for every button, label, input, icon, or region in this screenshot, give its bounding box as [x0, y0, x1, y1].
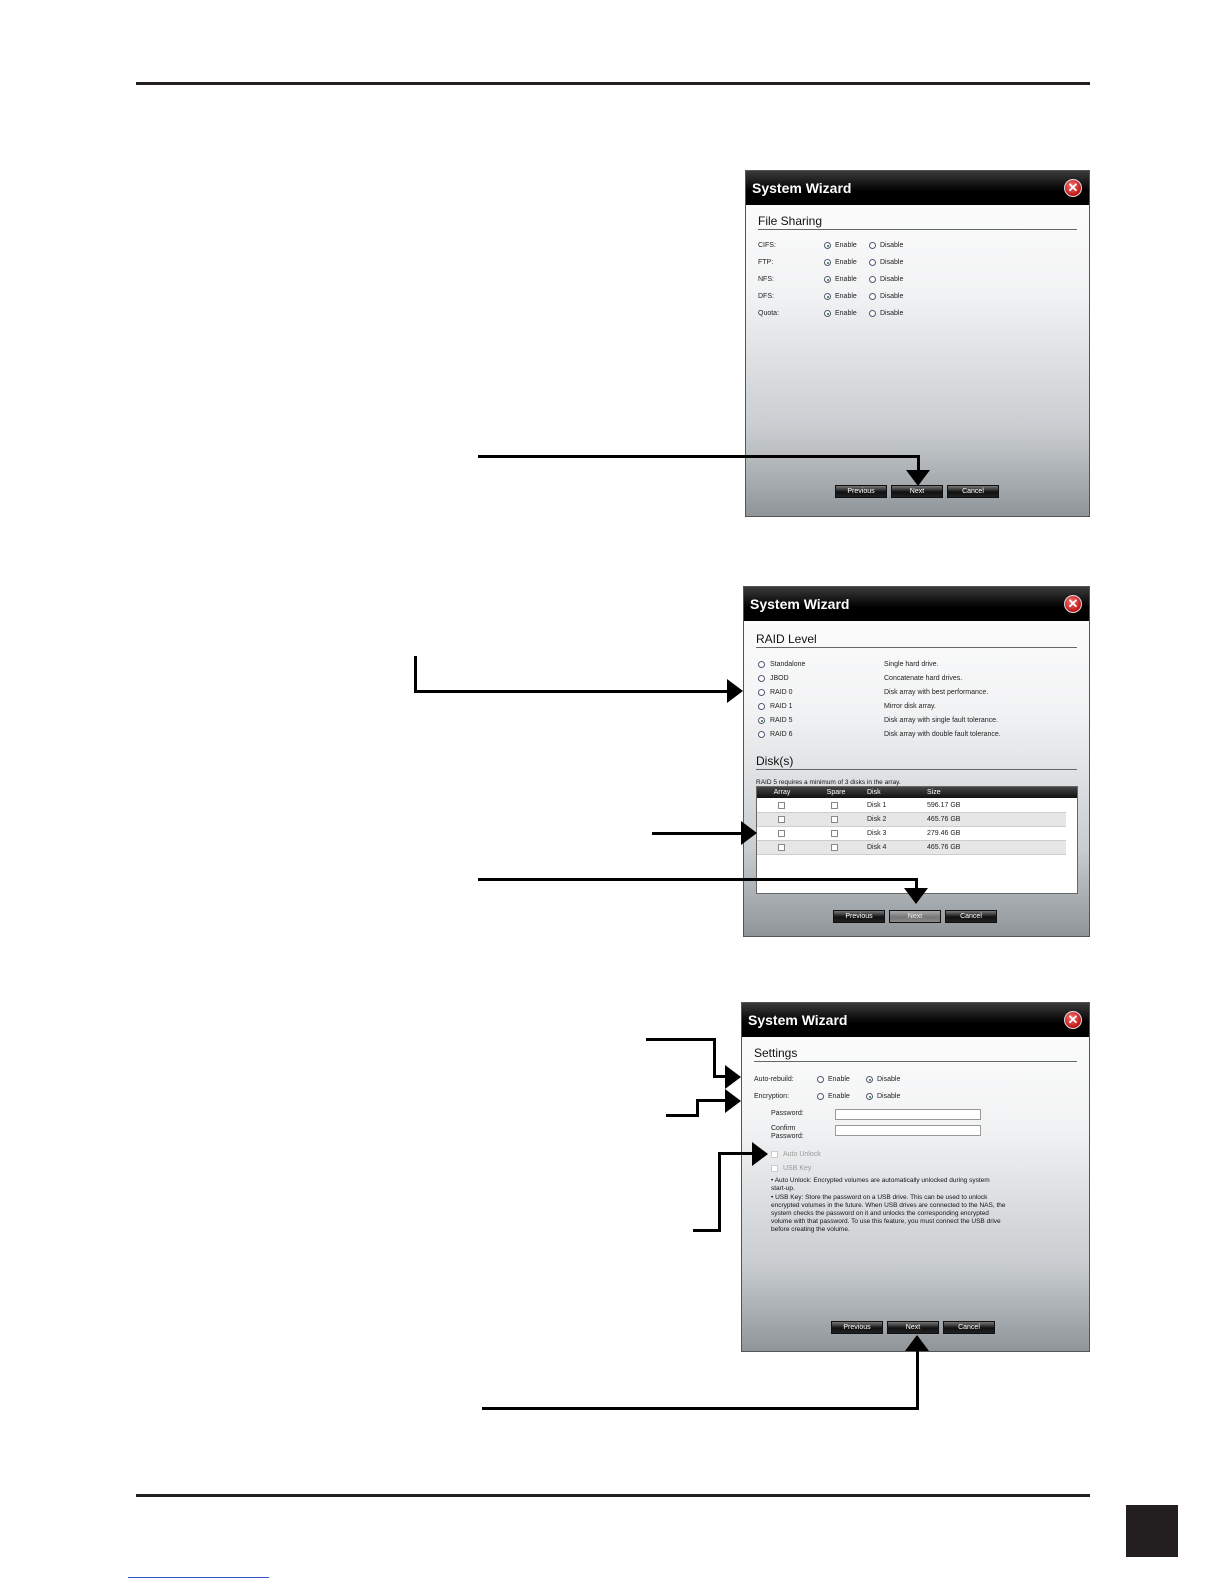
password-input[interactable]: [835, 1109, 981, 1120]
table-row: [757, 841, 1066, 855]
previous-button[interactable]: Previous: [835, 485, 887, 498]
cancel-button[interactable]: Cancel: [945, 910, 997, 923]
enable-label: Enable: [835, 293, 857, 300]
enable-label: Enable: [835, 310, 857, 317]
annotation-arrow: [646, 1038, 716, 1041]
auto-unlock-label: Auto Unlock: [783, 1151, 821, 1158]
auto-rebuild-label: Auto-rebuild:: [754, 1076, 794, 1083]
disk-size: 596.17 GB: [927, 802, 961, 809]
raid-desc: Mirror disk array.: [884, 703, 936, 710]
row-label: FTP:: [758, 259, 774, 266]
annotation-arrow: [696, 1099, 726, 1102]
raid-name: RAID 0: [770, 689, 793, 696]
arrow-head: [727, 679, 743, 703]
close-icon[interactable]: ✕: [1064, 1011, 1082, 1029]
annotation-arrow: [414, 690, 728, 693]
spare-checkbox[interactable]: [831, 830, 838, 837]
close-icon[interactable]: ✕: [1064, 595, 1082, 613]
disk-name: Disk 2: [867, 816, 887, 823]
raid-option[interactable]: [756, 702, 1076, 712]
disable-label: Disable: [880, 293, 904, 300]
raid-radio[interactable]: [758, 731, 765, 738]
section-title: File Sharing: [758, 214, 1077, 230]
raid-desc: Disk array with double fault tolerance.: [884, 731, 1001, 738]
row-label: CIFS:: [758, 242, 776, 249]
disk-size: 465.76 GB: [927, 844, 961, 851]
raid-name: RAID 6: [770, 731, 793, 738]
enable-label: Enable: [835, 276, 857, 283]
raid-radio[interactable]: [758, 703, 765, 710]
raid-option[interactable]: [756, 716, 1076, 726]
annotation-arrow: [666, 1114, 699, 1117]
confirm-label-2: Password:: [771, 1133, 804, 1140]
raid-desc: Concatenate hard drives.: [884, 675, 963, 682]
footer-link-underline: [128, 1577, 269, 1578]
disable-label: Disable: [877, 1093, 901, 1100]
raid-name: RAID 1: [770, 703, 793, 710]
usb-key-note: • USB Key: Store the password on a USB drive. This can be used to unlock encrypted volumes in the future. When USB drives are connected to the NAS, the system checks the password on it and unlocks the corresponding encrypted volume with that password. To use this feature, you must connect the USB drive before creating the volume.: [771, 1194, 1006, 1233]
annotation-arrow: [916, 1350, 919, 1410]
array-checkbox[interactable]: [778, 816, 785, 823]
col-spare[interactable]: Spare: [826, 789, 846, 796]
raid-radio[interactable]: [758, 689, 765, 696]
previous-button[interactable]: Previous: [831, 1321, 883, 1334]
disable-radio[interactable]: [869, 276, 876, 283]
next-button[interactable]: Next: [889, 910, 941, 923]
raid-desc: Single hard drive.: [884, 661, 939, 668]
table-row: [757, 799, 1066, 813]
table-row: [757, 813, 1066, 827]
raid-option[interactable]: [756, 730, 1076, 740]
enable-radio[interactable]: [824, 242, 831, 249]
enable-label: Enable: [828, 1076, 850, 1083]
enable-label: Enable: [828, 1093, 850, 1100]
disk-name: Disk 3: [867, 830, 887, 837]
annotation-arrow: [652, 832, 742, 835]
dialog-title: System Wizard: [742, 1003, 1089, 1037]
disable-radio[interactable]: [869, 310, 876, 317]
disable-label: Disable: [880, 276, 904, 283]
arrow-head: [741, 821, 757, 845]
enable-radio[interactable]: [824, 276, 831, 283]
previous-button[interactable]: Previous: [833, 910, 885, 923]
enable-radio[interactable]: [817, 1076, 824, 1083]
enable-label: Enable: [835, 242, 857, 249]
auto-unlock-checkbox[interactable]: [771, 1151, 778, 1158]
cancel-button[interactable]: Cancel: [947, 485, 999, 498]
enable-radio[interactable]: [824, 310, 831, 317]
disks-title: Disk(s): [756, 754, 1077, 770]
enable-radio[interactable]: [824, 259, 831, 266]
disk-size: 465.76 GB: [927, 816, 961, 823]
enable-label: Enable: [835, 259, 857, 266]
raid-desc: Disk array with best performance.: [884, 689, 989, 696]
password-label: Password:: [771, 1110, 804, 1117]
spare-checkbox[interactable]: [831, 816, 838, 823]
disable-label: Disable: [880, 242, 904, 249]
usb-key-checkbox[interactable]: [771, 1165, 778, 1172]
row-label: Quota:: [758, 310, 780, 317]
spare-checkbox[interactable]: [831, 844, 838, 851]
row-label: DFS:: [758, 293, 774, 300]
disable-label: Disable: [877, 1076, 901, 1083]
row-label: NFS:: [758, 276, 774, 283]
disk-size: 279.46 GB: [927, 830, 961, 837]
raid-radio[interactable]: [758, 661, 765, 668]
disk-name: Disk 1: [867, 802, 887, 809]
section-title: Settings: [754, 1046, 1077, 1062]
raid-option[interactable]: [756, 660, 1076, 670]
array-checkbox[interactable]: [778, 830, 785, 837]
annotation-arrow: [478, 455, 920, 458]
wizard-settings: [741, 1002, 1090, 1352]
enable-radio[interactable]: [824, 293, 831, 300]
encryption-label: Encryption:: [754, 1093, 790, 1100]
raid-option[interactable]: [756, 688, 1076, 698]
raid-option[interactable]: [756, 674, 1076, 684]
spare-checkbox[interactable]: [831, 802, 838, 809]
auto-rebuild-row: [754, 1075, 1074, 1085]
usb-key-label: USB Key: [783, 1165, 812, 1172]
array-checkbox[interactable]: [778, 802, 785, 809]
auto-unlock-note: • Auto Unlock: Encrypted volumes are automatically unlocked during system start-up.: [771, 1177, 990, 1192]
dialog-title: System Wizard: [746, 171, 1089, 205]
arrow-head: [752, 1142, 768, 1166]
raid-name: JBOD: [770, 675, 789, 682]
disk-name: Disk 4: [867, 844, 887, 851]
disks-note: RAID 5 requires a minimum of 3 disks in the array.: [756, 779, 901, 786]
confirm-label-1: Confirm: [771, 1125, 796, 1132]
annotation-arrow: [718, 1152, 721, 1232]
arrow-head: [906, 470, 930, 486]
raid-radio[interactable]: [758, 717, 765, 724]
top-rule: [136, 82, 1090, 85]
annotation-arrow: [713, 1038, 716, 1078]
confirm-password-input[interactable]: [835, 1125, 981, 1136]
table-row: [757, 827, 1066, 841]
page-number-box: [1126, 1505, 1178, 1557]
disable-radio[interactable]: [866, 1093, 873, 1100]
table-header: [757, 787, 1077, 798]
disable-radio[interactable]: [869, 293, 876, 300]
cancel-button[interactable]: Cancel: [943, 1321, 995, 1334]
close-icon[interactable]: ✕: [1064, 179, 1082, 197]
arrow-head: [725, 1065, 741, 1089]
annotation-arrow: [693, 1229, 721, 1232]
disable-radio[interactable]: [869, 242, 876, 249]
raid-radio[interactable]: [758, 675, 765, 682]
annotation-arrow: [718, 1152, 753, 1155]
disable-label: Disable: [880, 259, 904, 266]
col-size[interactable]: Size: [927, 789, 941, 796]
next-button[interactable]: Next: [887, 1321, 939, 1334]
disable-radio[interactable]: [866, 1076, 873, 1083]
arrow-head: [905, 1335, 929, 1351]
bottom-rule: [136, 1494, 1090, 1497]
dialog-title: System Wizard: [744, 587, 1089, 621]
enable-radio[interactable]: [817, 1093, 824, 1100]
annotation-arrow: [482, 1407, 919, 1410]
section-title: RAID Level: [756, 632, 1077, 648]
disable-radio[interactable]: [869, 259, 876, 266]
raid-name: Standalone: [770, 661, 806, 668]
arrow-head: [725, 1089, 741, 1113]
annotation-arrow: [414, 656, 417, 693]
disable-label: Disable: [880, 310, 904, 317]
arrow-head: [904, 888, 928, 904]
col-array[interactable]: Array: [773, 789, 791, 796]
annotation-arrow: [478, 878, 918, 881]
array-checkbox[interactable]: [778, 844, 785, 851]
next-button[interactable]: Next: [891, 485, 943, 498]
col-disk[interactable]: Disk: [867, 789, 881, 796]
raid-desc: Disk array with single fault tolerance.: [884, 717, 998, 724]
encryption-row: [754, 1092, 1074, 1102]
raid-name: RAID 5: [770, 717, 793, 724]
